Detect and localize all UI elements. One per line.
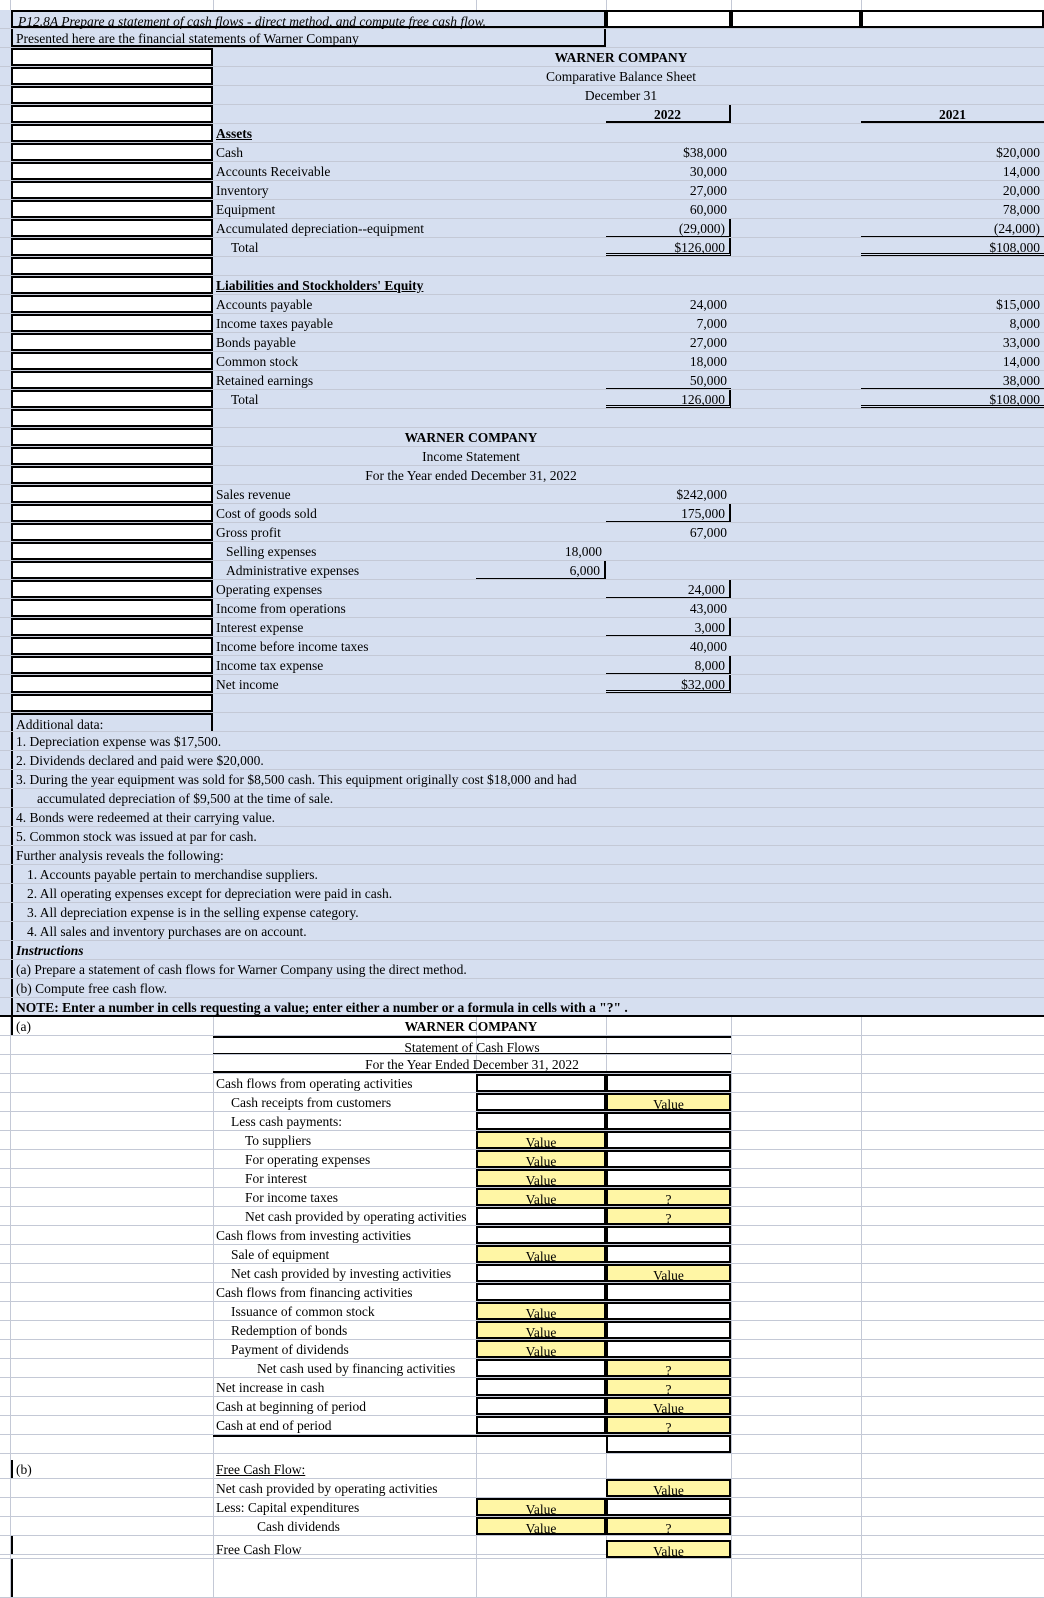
is-label: Income tax expense <box>216 658 324 673</box>
is-subvalue: 6,000 <box>476 561 606 579</box>
assets-total-label: Total <box>231 240 259 255</box>
is-value: 43,000 <box>689 601 727 616</box>
note-text: NOTE: Enter a number in cells requesting a value; enter either a number or a formula in cells with a "?" . <box>11 998 213 1015</box>
instructions-heading: Instructions <box>11 941 213 959</box>
cell-a[interactable] <box>11 276 213 294</box>
input-cell[interactable] <box>606 1074 731 1092</box>
cell-a[interactable] <box>11 523 213 541</box>
is-value: 3,000 <box>606 618 731 636</box>
cash-end-input[interactable]: ? <box>606 1416 731 1434</box>
cell-a[interactable] <box>11 48 213 66</box>
net-increase-input[interactable]: ? <box>606 1378 731 1396</box>
liability-2022: 24,000 <box>689 297 727 312</box>
fcf-deductions-total-input[interactable]: ? <box>606 1517 731 1535</box>
cell-a[interactable] <box>11 485 213 503</box>
input-cell[interactable] <box>606 1340 731 1358</box>
bs-date: December 31 <box>584 88 658 103</box>
cell-a[interactable] <box>11 238 213 256</box>
cell-a[interactable] <box>11 675 213 693</box>
cell-a[interactable] <box>11 143 213 161</box>
liability-label: Bonds payable <box>216 335 296 350</box>
net-increase-label: Net increase in cash <box>216 1380 325 1395</box>
further-item: 3. All depreciation expense is in the selling expense category. <box>11 903 213 921</box>
operating-heading: Cash flows from operating activities <box>216 1076 413 1091</box>
additional-item: 1. Depreciation expense was $17,500. <box>11 732 213 750</box>
bs-company: WARNER COMPANY <box>554 50 688 65</box>
is-title: Income Statement <box>422 449 520 464</box>
is-period: For the Year ended December 31, 2022 <box>365 468 577 483</box>
is-subvalue: 18,000 <box>564 544 602 559</box>
instruction-item: (b) Compute free cash flow. <box>11 979 213 997</box>
net-operating-input[interactable]: ? <box>606 1207 731 1225</box>
liability-2021: 33,000 <box>1002 335 1040 350</box>
cell-a[interactable] <box>11 599 213 617</box>
input-cell[interactable] <box>606 1112 731 1130</box>
cell-a[interactable] <box>11 352 213 370</box>
is-label: Selling expenses <box>226 544 317 559</box>
cell-a[interactable] <box>11 656 213 674</box>
liability-2021: $15,000 <box>996 297 1040 312</box>
problem-title: P12.8A Prepare a statement of cash flows - direct method, and compute free cash flow. <box>11 10 606 28</box>
fcf-net-operating-input[interactable]: Value <box>606 1479 731 1497</box>
is-label: Income from operations <box>216 601 346 616</box>
dividends-input[interactable]: Value <box>476 1340 606 1358</box>
asset-label: Equipment <box>216 202 276 217</box>
redemption-label: Redemption of bonds <box>231 1323 348 1338</box>
capex-label: Less: Capital expenditures <box>216 1500 360 1515</box>
cell-a[interactable] <box>11 333 213 351</box>
input-cell[interactable] <box>606 1498 731 1516</box>
input-cell[interactable] <box>606 1321 731 1339</box>
bs-col-2022: 2022 <box>606 105 731 123</box>
liability-2021: 38,000 <box>861 371 1044 389</box>
scf-bottom-rule <box>213 1435 606 1453</box>
liability-label: Income taxes payable <box>216 316 333 331</box>
investing-heading: Cash flows from investing activities <box>216 1228 411 1243</box>
cell-a[interactable] <box>11 618 213 636</box>
is-label: Operating expenses <box>216 582 323 597</box>
cell-a[interactable] <box>11 124 213 142</box>
asset-label: Inventory <box>216 183 269 198</box>
is-net-income: $32,000 <box>606 675 731 693</box>
instruction-item: (a) Prepare a statement of cash flows for Warner Company using the direct method. <box>11 960 213 978</box>
cell-a <box>11 1559 213 1597</box>
input-cell[interactable] <box>476 1378 606 1396</box>
cell-a[interactable] <box>11 181 213 199</box>
input-cell[interactable] <box>476 1416 606 1434</box>
asset-2021: 14,000 <box>1002 164 1040 179</box>
cell-a[interactable] <box>11 390 213 408</box>
asset-2021: 78,000 <box>1002 202 1040 217</box>
input-cell[interactable] <box>606 1131 731 1149</box>
fcf-input[interactable]: Value <box>606 1540 731 1558</box>
asset-2022: 27,000 <box>689 183 727 198</box>
input-cell[interactable] <box>606 1169 731 1187</box>
is-value: 40,000 <box>689 639 727 654</box>
is-value: $242,000 <box>676 487 727 502</box>
input-cell[interactable] <box>606 1435 731 1453</box>
opex-label: For operating expenses <box>245 1152 371 1167</box>
liability-2022: 27,000 <box>689 335 727 350</box>
sale-equipment-label: Sale of equipment <box>231 1247 330 1262</box>
input-cell[interactable] <box>476 1207 606 1225</box>
cell-a[interactable] <box>11 371 213 389</box>
net-operating-label: Net cash provided by operating activities <box>245 1209 467 1224</box>
asset-2021: (24,000) <box>861 219 1044 237</box>
fcf-heading: Free Cash Flow: <box>216 1462 306 1477</box>
net-investing-label: Net cash provided by investing activities <box>231 1266 452 1281</box>
is-label: Interest expense <box>216 620 304 635</box>
input-cell[interactable] <box>476 1264 606 1282</box>
bs-col-2021: 2021 <box>861 105 1044 123</box>
additional-item: 3. During the year equipment was sold for $8,500 cash. This equipment originally cost $18,000 and had <box>11 770 213 788</box>
additional-item: 2. Dividends declared and paid were $20,000. <box>11 751 213 769</box>
suppliers-input[interactable]: Value <box>476 1131 606 1149</box>
is-company: WARNER COMPANY <box>404 430 538 445</box>
additional-heading: Additional data: <box>11 713 213 731</box>
cash-begin-input[interactable]: Value <box>606 1397 731 1415</box>
additional-item: 5. Common stock was issued at par for cash. <box>11 827 213 845</box>
liability-2022: 50,000 <box>606 371 731 389</box>
input-cell[interactable] <box>606 1150 731 1168</box>
receipts-label: Cash receipts from customers <box>231 1095 392 1110</box>
payments-total-input[interactable]: ? <box>606 1188 731 1206</box>
part-b-label: (b) <box>11 1460 213 1478</box>
cell-a[interactable] <box>11 542 213 560</box>
fcf-label: Free Cash Flow <box>216 1542 302 1557</box>
intro-text: Presented here are the financial statements of Warner Company <box>11 29 606 47</box>
further-item: 2. All operating expenses except for depreciation were paid in cash. <box>11 884 213 902</box>
cell-a[interactable] <box>11 637 213 655</box>
asset-2021: $20,000 <box>996 145 1040 160</box>
financing-heading: Cash flows from financing activities <box>216 1285 413 1300</box>
sale-equipment-input[interactable]: Value <box>476 1245 606 1263</box>
redemption-input[interactable]: Value <box>476 1321 606 1339</box>
header-cell-f[interactable] <box>861 10 1044 28</box>
net-financing-label: Net cash used by financing activities <box>257 1361 456 1376</box>
input-cell[interactable] <box>606 1302 731 1320</box>
asset-2022: (29,000) <box>606 219 731 237</box>
liability-label: Common stock <box>216 354 299 369</box>
cell-a[interactable] <box>11 67 213 85</box>
input-cell[interactable] <box>476 1093 606 1111</box>
is-label: Cost of goods sold <box>216 506 317 521</box>
is-label: Administrative expenses <box>226 563 360 578</box>
liab-total-2021: $108,000 <box>861 390 1044 408</box>
net-financing-input[interactable]: ? <box>606 1359 731 1377</box>
input-cell[interactable] <box>476 1112 606 1130</box>
header-cell-d[interactable] <box>606 10 731 28</box>
is-label: Net income <box>216 677 279 692</box>
asset-2022: 30,000 <box>689 164 727 179</box>
input-cell[interactable] <box>476 1359 606 1377</box>
receipts-input[interactable]: Value <box>606 1093 731 1111</box>
dividends-label: Payment of dividends <box>231 1342 349 1357</box>
additional-item: accumulated depreciation of $9,500 at the time of sale. <box>11 789 213 807</box>
opex-input[interactable]: Value <box>476 1150 606 1168</box>
liab-total-label: Total <box>231 392 259 407</box>
cell-a[interactable] <box>11 694 213 712</box>
issuance-input[interactable]: Value <box>476 1302 606 1320</box>
net-investing-input[interactable]: Value <box>606 1264 731 1282</box>
part-a-label: (a) <box>11 1017 213 1035</box>
is-label: Income before income taxes <box>216 639 369 654</box>
input-cell[interactable] <box>606 1283 731 1301</box>
liability-2021: 8,000 <box>1009 316 1040 331</box>
less-payments-label: Less cash payments: <box>231 1114 342 1129</box>
input-cell[interactable] <box>476 1074 606 1092</box>
capex-input[interactable]: Value <box>476 1498 606 1516</box>
is-label: Sales revenue <box>216 487 291 502</box>
assets-heading: Assets <box>216 126 252 141</box>
further-heading: Further analysis reveals the following: <box>11 846 213 864</box>
cell-a[interactable] <box>11 219 213 237</box>
title-row <box>0 10 1044 29</box>
cell-a[interactable] <box>11 428 213 446</box>
cell-a[interactable] <box>11 466 213 484</box>
liability-label: Accounts payable <box>216 297 313 312</box>
scf-company: WARNER COMPANY <box>404 1019 538 1034</box>
cell-a[interactable] <box>11 257 213 275</box>
cell-a[interactable] <box>11 409 213 427</box>
liabilities-heading: Liabilities and Stockholders' Equity <box>216 278 424 293</box>
asset-2021: 20,000 <box>1002 183 1040 198</box>
additional-item: 4. Bonds were redeemed at their carrying value. <box>11 808 213 826</box>
liab-total-2022: 126,000 <box>606 390 731 408</box>
further-item: 1. Accounts payable pertain to merchandise suppliers. <box>11 865 213 883</box>
is-label: Gross profit <box>216 525 281 540</box>
cell-a[interactable] <box>11 295 213 313</box>
input-cell[interactable] <box>476 1283 606 1301</box>
liability-label: Retained earnings <box>216 373 314 388</box>
cell-a[interactable] <box>11 314 213 332</box>
cell-a[interactable] <box>11 86 213 104</box>
cell-a[interactable] <box>11 561 213 579</box>
fcf-net-operating-label: Net cash provided by operating activities <box>216 1481 438 1496</box>
assets-total-2021: $108,000 <box>861 238 1044 256</box>
cell-a[interactable] <box>11 580 213 598</box>
interest-input[interactable]: Value <box>476 1169 606 1187</box>
input-cell[interactable] <box>606 1226 731 1244</box>
asset-label: Cash <box>216 145 243 160</box>
cash-end-label: Cash at end of period <box>216 1418 332 1433</box>
scf-period: For the Year Ended December 31, 2022 <box>213 1055 731 1073</box>
issuance-label: Issuance of common stock <box>231 1304 375 1319</box>
is-value: 67,000 <box>689 525 727 540</box>
liability-2022: 18,000 <box>689 354 727 369</box>
interest-label: For interest <box>245 1171 307 1186</box>
is-value: 24,000 <box>606 580 731 598</box>
is-value: 175,000 <box>606 504 731 522</box>
header-cell-e[interactable] <box>731 10 861 28</box>
cell-a[interactable] <box>11 504 213 522</box>
asset-2022: 60,000 <box>689 202 727 217</box>
input-cell[interactable] <box>606 1245 731 1263</box>
taxes-label: For income taxes <box>245 1190 338 1205</box>
cell-a[interactable] <box>11 105 213 123</box>
further-item: 4. All sales and inventory purchases are on account. <box>11 922 213 940</box>
suppliers-label: To suppliers <box>245 1133 312 1148</box>
asset-label: Accounts Receivable <box>216 164 331 179</box>
assets-total-2022: $126,000 <box>606 238 731 256</box>
bs-title: Comparative Balance Sheet <box>546 69 696 84</box>
asset-2022: $38,000 <box>683 145 727 160</box>
liability-2022: 7,000 <box>696 316 727 331</box>
fcf-dividends-label: Cash dividends <box>257 1519 340 1534</box>
cell-a[interactable] <box>11 447 213 465</box>
cell-a[interactable] <box>11 162 213 180</box>
liability-2021: 14,000 <box>1002 354 1040 369</box>
input-cell[interactable] <box>476 1226 606 1244</box>
is-value: 8,000 <box>606 656 731 674</box>
cash-begin-label: Cash at beginning of period <box>216 1399 366 1414</box>
input-cell[interactable] <box>476 1397 606 1415</box>
asset-label: Accumulated depreciation--equipment <box>216 221 425 236</box>
taxes-input[interactable]: Value <box>476 1188 606 1206</box>
cell-a[interactable] <box>11 200 213 218</box>
scf-title: Statement of Cash Flows <box>213 1036 731 1054</box>
fcf-dividends-input[interactable]: Value <box>476 1517 606 1535</box>
